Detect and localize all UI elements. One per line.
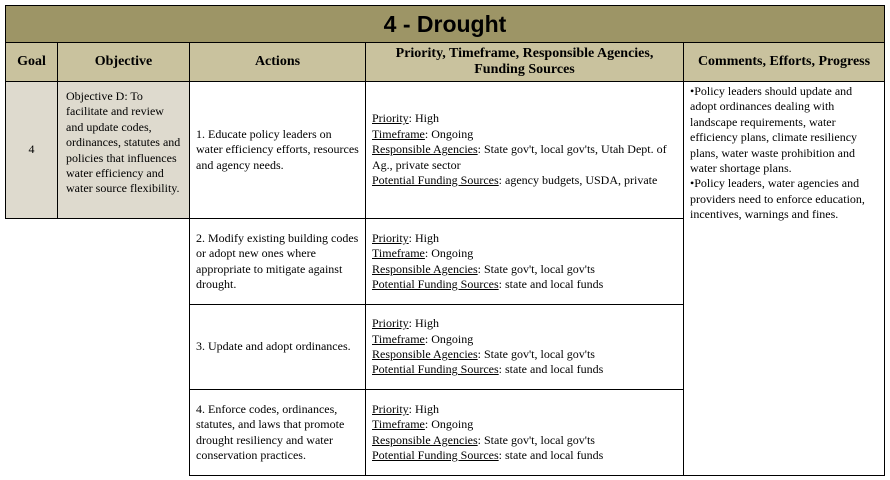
priority-value: : High — [408, 401, 440, 416]
funding-value: : state and local funds — [498, 362, 604, 377]
funding-value: : agency budgets, USDA, private — [498, 173, 658, 188]
drought-table — [5, 5, 885, 476]
goal-value: 4 — [28, 142, 35, 157]
goal-cell — [5, 81, 58, 219]
priority-value: : High — [408, 316, 440, 331]
timeframe-value: : Ongoing — [424, 417, 474, 432]
objective-cell — [57, 81, 190, 219]
action-cell-1 — [189, 81, 366, 219]
header-actions: Actions — [189, 42, 366, 82]
timeframe-value: : Ongoing — [424, 331, 474, 346]
timeframe-value: : Ongoing — [424, 246, 474, 261]
priority-value: : High — [408, 111, 440, 126]
details-cell-2 — [365, 218, 684, 305]
priority-label: Priority — [372, 401, 409, 416]
comments-cell — [683, 81, 885, 476]
responsible-value: : State gov't, local gov'ts — [477, 432, 595, 447]
timeframe-label: Timeframe — [372, 417, 425, 432]
comment-bullet-2: •Policy leaders, water agencies and providers need to enforce education, incentives, warnings and fines. — [690, 176, 865, 222]
timeframe-label: Timeframe — [372, 331, 425, 346]
comment-bullet-1: •Policy leaders should update and adopt ordinances dealing with landscape requirements, water efficiency plans, climate resiliency plans, water waste prohibition and water shortage plans. — [690, 84, 858, 176]
action-cell-3 — [189, 304, 366, 390]
timeframe-label: Timeframe — [372, 246, 425, 261]
responsible-label: Responsible Agencies — [372, 261, 478, 276]
funding-label: Potential Funding Sources — [372, 447, 499, 462]
timeframe-value: : Ongoing — [424, 126, 474, 141]
responsible-label: Responsible Agencies — [372, 142, 478, 157]
details-cell-4 — [365, 389, 684, 476]
timeframe-label: Timeframe — [372, 126, 425, 141]
priority-label: Priority — [372, 111, 409, 126]
header-goal: Goal — [5, 42, 58, 82]
responsible-value: : State gov't, local gov'ts — [477, 261, 595, 276]
action-cell-2 — [189, 218, 366, 305]
action-text: 1. Educate policy leaders on water efficiency efforts, resources and agency needs. — [196, 126, 359, 172]
responsible-value: : State gov't, local gov'ts, Utah Dept. of Ag., private sector — [372, 142, 667, 172]
action-text: 4. Enforce codes, ordinances, statutes, and laws that promote drought resiliency and water conservation practices. — [196, 401, 345, 462]
action-text: 2. Modify existing building codes or adopt new ones where appropriate to mitigate against drought. — [196, 230, 359, 291]
priority-label: Priority — [372, 230, 409, 245]
objective-text: Objective D: To facilitate and review and update codes, ordinances, statutes and policies that influences water efficiency and water source flexibility. — [66, 89, 181, 196]
funding-value: : state and local funds — [498, 276, 604, 291]
details-cell-3 — [365, 304, 684, 390]
responsible-label: Responsible Agencies — [372, 432, 478, 447]
header-priority: Priority, Timeframe, Responsible Agencies, Funding Sources — [365, 42, 684, 82]
header-objective: Objective — [57, 42, 190, 82]
funding-label: Potential Funding Sources — [372, 362, 499, 377]
details-cell-1 — [365, 81, 684, 219]
table-title: 4 - Drought — [5, 5, 885, 43]
responsible-value: : State gov't, local gov'ts — [477, 347, 595, 361]
funding-label: Potential Funding Sources — [372, 173, 499, 188]
action-cell-4 — [189, 389, 366, 476]
responsible-label: Responsible Agencies — [372, 347, 478, 361]
funding-label: Potential Funding Sources — [372, 276, 499, 291]
priority-label: Priority — [372, 316, 409, 331]
priority-value: : High — [408, 230, 440, 245]
header-comments: Comments, Efforts, Progress — [683, 42, 885, 82]
action-text: 3. Update and adopt ordinances. — [196, 339, 351, 354]
funding-value: : state and local funds — [498, 447, 604, 462]
